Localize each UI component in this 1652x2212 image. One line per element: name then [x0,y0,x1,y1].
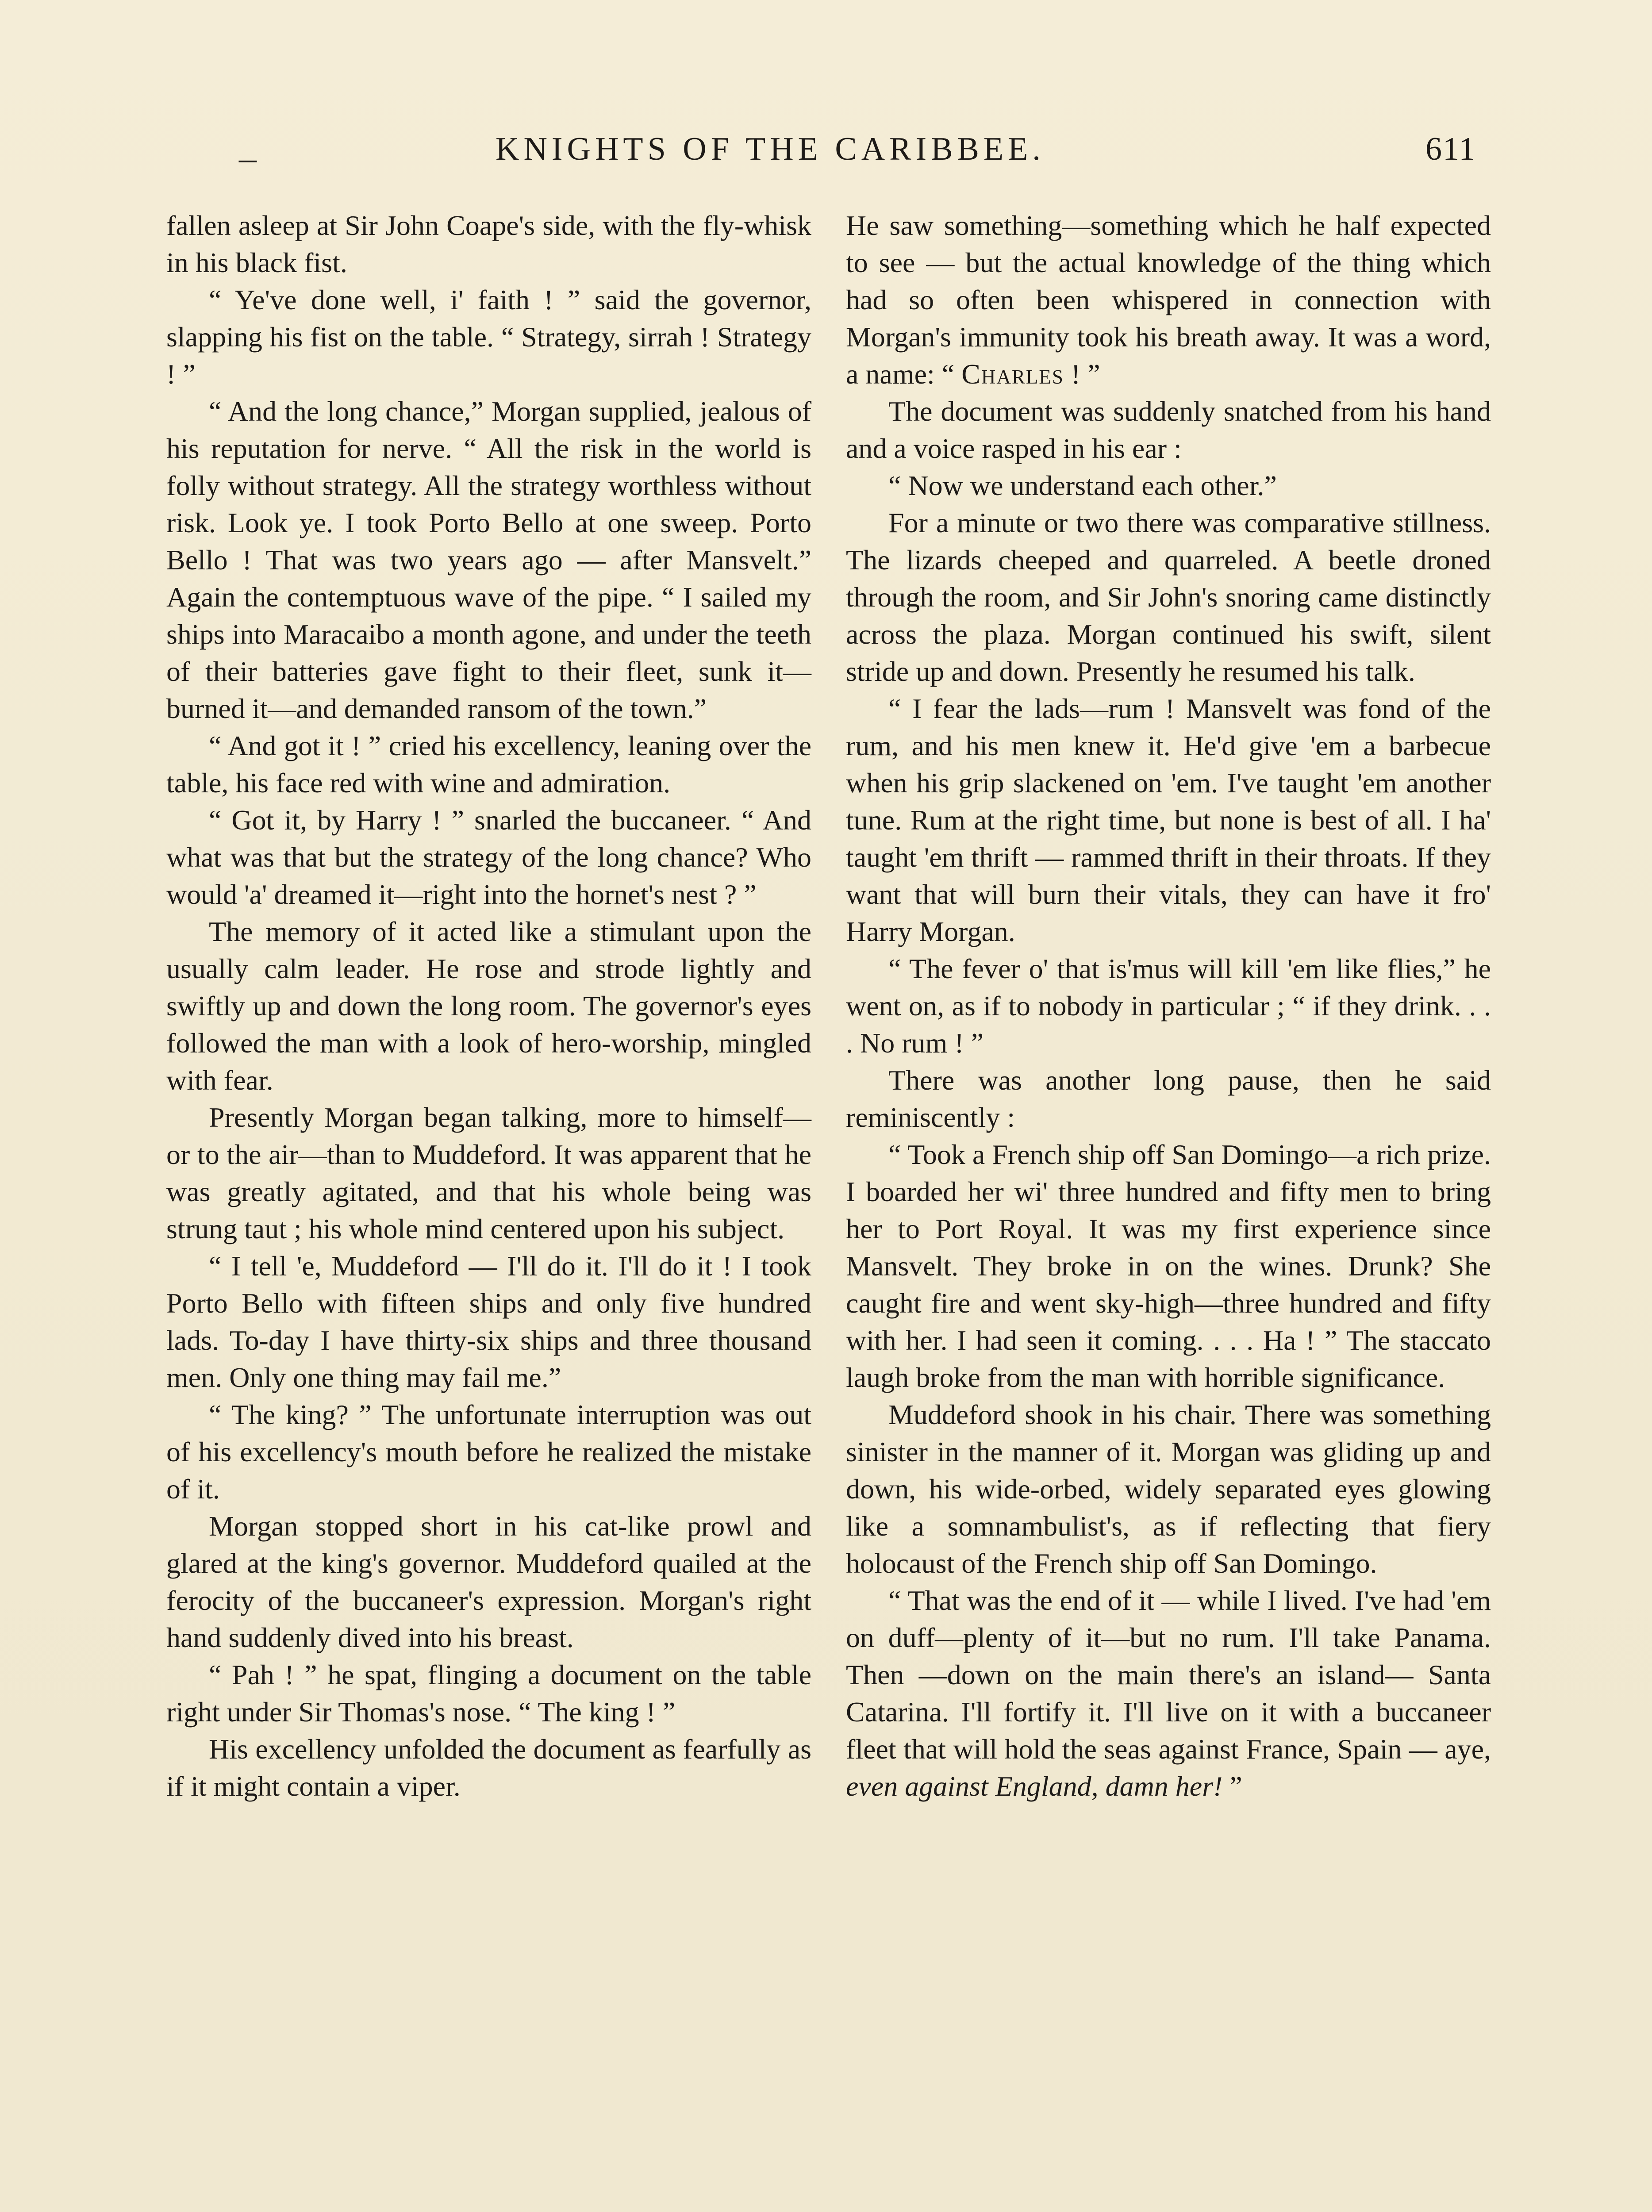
paragraph: fallen asleep at Sir John Coape's side, with the fly-whisk in his black fist. [166,210,811,278]
italic-phrase: even against England, damn her! [846,1770,1223,1802]
name-charles: Charles [961,358,1064,390]
paragraph [846,1582,1491,1805]
paragraph: “ Pah ! ” he spat, flinging a document on the table right under Sir Thomas's nose. “ The king ! ” [166,1659,811,1728]
paragraph: “ The king? ” The unfortunate interruption was out of his excellency's mouth before he realized the mistake of it. [166,1399,811,1505]
paragraph: “ Ye've done well, i' faith ! ” said the governor, slapping his fist on the table. “ Strategy, sirrah ! Strategy ! ” [166,284,811,390]
left-column [166,207,811,1805]
paragraph: “ Now we understand each other.” [888,470,1277,501]
paragraph: “ Got it, by Harry ! ” snarled the buccaneer. “ And what was that but the strategy of the long chance? Who would 'a' dreamed it—right into the hornet's nest ? ” [166,804,811,910]
paragraph: The document was suddenly snatched from his hand and a voice rasped in his ear : [846,396,1491,464]
page-number: 611 [1425,131,1476,167]
paragraph: For a minute or two there was comparative stillness. The lizards cheeped and quarreled. A beetle droned through the room, and Sir John's snoring came distinctly across the plaza. Morgan continued his swift, silent stride up and down. Presently he resumed his talk. [846,507,1491,687]
page-mark: – [239,139,257,178]
paragraph: His excellency unfolded the document as fearfully as if it might contain a viper. [166,1733,811,1802]
paragraph-text: ” [1222,1770,1242,1802]
paragraph: The memory of it acted like a stimulant upon the usually calm leader. He rose and strode lightly and swiftly up and down the long room. The governor's eyes followed the man with a look of hero-worship, mingled with fear. [166,916,811,1096]
running-head: KNIGHTS OF THE CARIBBEE. [496,131,1045,167]
paragraph: “ And got it ! ” cried his excellency, leaning over the table, his face red with wine and admiration. [166,730,811,799]
paragraph: “ And the long chance,” Morgan supplied, jealous of his reputation for nerve. “ All the risk in the world is folly without strategy. All the strategy worthless without risk. Look ye. I took Porto Bello at one sweep. Porto Bello ! That was two years ago — after Mansvelt.” Again the contemptuous wave of the pipe. “ I sailed my ships into Maracaibo a month agone, and under the teeth of their batteries gave fight to their fleet, sunk it—burned it—and demanded ransom of the town.” [166,396,811,724]
paragraph: “ I tell 'e, Muddeford — I'll do it. I'll do it ! I took Porto Bello with fifteen ships and only five hundred lads. To-day I have thirty-six ships and three thousand men. Only one thing may fail me.” [166,1250,811,1393]
paragraph: There was another long pause, then he said reminiscently : [846,1064,1491,1133]
paragraph: Presently Morgan began talking, more to himself—or to the air—than to Muddeford. It was apparent that he was greatly agitated, and that his whole being was strung taut ; his whole mind centered upon his subject. [166,1102,811,1244]
paragraph: “ The fever o' that is'mus will kill 'em like flies,” he went on, as if to nobody in particular ; “ if they drink. . . . No rum ! ” [846,953,1491,1059]
paragraph: Muddeford shook in his chair. There was something sinister in the manner of it. Morgan was gliding up and down, his wide-orbed, widely separated eyes glowing like a somnambulist's, as if reflecting that fiery holocaust of the French ship off San Domingo. [846,1399,1491,1579]
paragraph-text: ! ” [1064,358,1100,390]
right-column [846,207,1491,1805]
paragraph-text: He saw something—something which he half expected to see — but the actual knowledge of the thing which had so often been whispered in connection with Morgan's immunity took his breath away. It was a word, a name: “ [846,210,1491,390]
paragraph: “ Took a French ship off San Domingo—a rich prize. I boarded her wi' three hundred and fifty men to bring her to Port Royal. It was my first experience since Mansvelt. They broke in on the wines. Drunk? She caught fire and went sky-high—three hundred and fifty with her. I had seen it coming. . . . Ha ! ” The staccato laugh broke from the man with horrible significance. [846,1139,1491,1393]
paragraph [846,207,1491,393]
paragraph-text: “ That was the end of it — while I lived. I've had 'em on duff—plenty of it—but no rum. I'll take Panama. Then —down on the main there's an island— Santa Catarina. I'll fortify it. I'll live on it with a buccaneer fleet that will hold the seas against France, Spain — aye, [846,1585,1491,1765]
paragraph: “ I fear the lads—rum ! Mansvelt was fond of the rum, and his men knew it. He'd give 'em a barbecue when his grip slackened on 'em. I've taught 'em another tune. Rum at the right time, but none is best of all. I ha' taught 'em thrift — rammed thrift in their throats. If they want that will burn their vitals, they can have it fro' Harry Morgan. [846,693,1491,947]
paragraph: Morgan stopped short in his cat-like prowl and glared at the king's governor. Muddeford quailed at the ferocity of the buccaneer's expression. Morgan's right hand suddenly dived into his breast. [166,1510,811,1653]
